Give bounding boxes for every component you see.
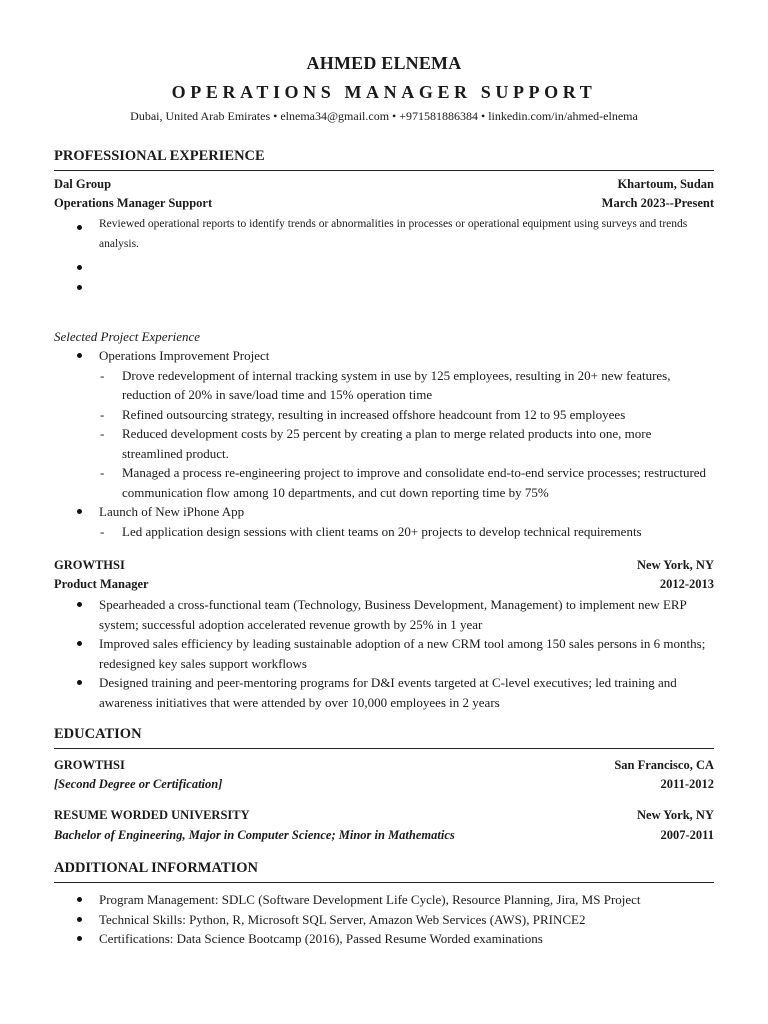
projects-heading: Selected Project Experience bbox=[54, 329, 201, 344]
list-item: Reviewed operational reports to identify trends or abnormalities in processes or operational equipment using surveys and trends analysis. bbox=[54, 214, 714, 254]
dash-icon: - bbox=[100, 426, 105, 441]
education-entry-detail bbox=[54, 777, 714, 795]
project-detail: - Led application design sessions with client teams on 20+ projects to develop technical requirements bbox=[54, 522, 714, 542]
degree: [Second Degree or Certification] bbox=[54, 777, 223, 791]
candidate-title: OPERATIONS MANAGER SUPPORT bbox=[171, 82, 597, 102]
job-role-growthsi bbox=[54, 577, 714, 595]
list-item: Designed training and peer-mentoring programs for D&I events targeted at C-level executives; led training and awareness initiatives that were attended by over 10,000 employees in 2 years bbox=[54, 673, 714, 712]
school-location: San Francisco, CA bbox=[614, 758, 714, 772]
bullet-icon bbox=[77, 641, 82, 646]
contact-line: Dubai, United Arab Emirates • elnema34@gmail.com • +971581886384 • linkedin.com/in/ahmed-elnema bbox=[130, 109, 638, 123]
dash-icon: - bbox=[100, 465, 105, 480]
job-header-growthsi bbox=[54, 558, 714, 576]
list-item: Improved sales efficiency by leading sustainable adoption of a new CRM tool among 150 sales persons in 6 months; redesigned key sales support workflows bbox=[54, 634, 714, 673]
dash-icon: - bbox=[100, 523, 105, 539]
job-location: New York, NY bbox=[637, 558, 714, 572]
bullet-icon bbox=[77, 602, 82, 607]
company-name: Dal Group bbox=[54, 177, 112, 191]
job-role-dal bbox=[54, 196, 714, 214]
education-entry-header bbox=[54, 758, 714, 776]
school-name: GROWTHSI bbox=[54, 758, 125, 772]
bullet-icon bbox=[77, 225, 82, 230]
job-dates: 2012-2013 bbox=[659, 577, 714, 591]
dash-icon: - bbox=[100, 367, 105, 383]
school-location: New York, NY bbox=[637, 808, 714, 822]
project-item bbox=[54, 346, 714, 502]
project-label: Launch of New iPhone App bbox=[99, 504, 245, 519]
section-heading-education: EDUCATION bbox=[54, 726, 142, 742]
bullet-icon bbox=[77, 680, 82, 685]
bullet-icon bbox=[77, 897, 82, 902]
dash-icon: - bbox=[100, 406, 105, 422]
company-name: GROWTHSI bbox=[54, 558, 125, 572]
job-role: Product Manager bbox=[54, 577, 149, 591]
projects-list bbox=[54, 346, 714, 541]
degree: Bachelor of Engineering, Major in Computer Science; Minor in Mathematics bbox=[54, 828, 455, 842]
section-heading-experience: PROFESSIONAL EXPERIENCE bbox=[54, 148, 265, 164]
bullet-icon bbox=[77, 353, 82, 358]
job-role: Operations Manager Support bbox=[54, 196, 213, 210]
growthsi-bullets bbox=[54, 595, 714, 712]
section-divider bbox=[54, 748, 714, 749]
dal-bullets bbox=[54, 214, 714, 294]
job-dates: March 2023--Present bbox=[601, 196, 714, 210]
job-header-dal bbox=[54, 177, 714, 195]
section-heading-additional: ADDITIONAL INFORMATION bbox=[54, 860, 258, 876]
education-entry-header bbox=[54, 808, 714, 826]
education-entry-detail bbox=[54, 828, 714, 846]
school-name: RESUME WORDED UNIVERSITY bbox=[54, 808, 250, 822]
education-dates: 2011-2012 bbox=[660, 777, 714, 791]
section-divider bbox=[54, 882, 714, 883]
list-item: Technical Skills: Python, R, Microsoft SQL Server, Amazon Web Services (AWS), PRINCE2 bbox=[54, 910, 714, 930]
education-dates: 2007-2011 bbox=[660, 828, 714, 842]
additional-list bbox=[54, 890, 714, 949]
bullet-icon bbox=[77, 285, 82, 290]
list-item-empty bbox=[54, 274, 714, 294]
project-detail: - Drove redevelopment of internal tracking system in use by 125 employees, resulting in 20+ new features, reduction of 20% in save/load time and 15% operation time bbox=[100, 367, 671, 402]
list-item: Spearheaded a cross-functional team (Technology, Business Development, Management) to implement new ERP system; successful adoption accelerated revenue growth by 25% in 1 year bbox=[54, 595, 714, 634]
bullet-icon bbox=[77, 509, 82, 514]
job-location: Khartoum, Sudan bbox=[617, 177, 714, 191]
list-item-empty bbox=[54, 254, 714, 274]
project-detail: - Managed a process re-engineering project to improve and consolidate end-to-end service processes; restructured communication flow among 10 departments, and cut down reporting time by 75% bbox=[100, 465, 707, 500]
list-item: Program Management: SDLC (Software Development Life Cycle), Resource Planning, Jira, MS Project bbox=[54, 890, 714, 910]
project-label: Operations Improvement Project bbox=[99, 348, 270, 363]
section-divider bbox=[54, 170, 714, 171]
candidate-name: AHMED ELNEMA bbox=[306, 53, 462, 73]
bullet-icon bbox=[77, 936, 82, 941]
bullet-icon bbox=[77, 917, 82, 922]
bullet-icon bbox=[77, 265, 82, 270]
project-detail: - Reduced development costs by 25 percent by creating a plan to merge related products into one, more streamlined product. bbox=[100, 426, 652, 461]
list-item: Certifications: Data Science Bootcamp (2016), Passed Resume Worded examinations bbox=[54, 929, 714, 949]
project-detail: - Refined outsourcing strategy, resulting in increased offshore headcount from 12 to 95 employees bbox=[54, 405, 714, 425]
project-item bbox=[54, 502, 714, 541]
